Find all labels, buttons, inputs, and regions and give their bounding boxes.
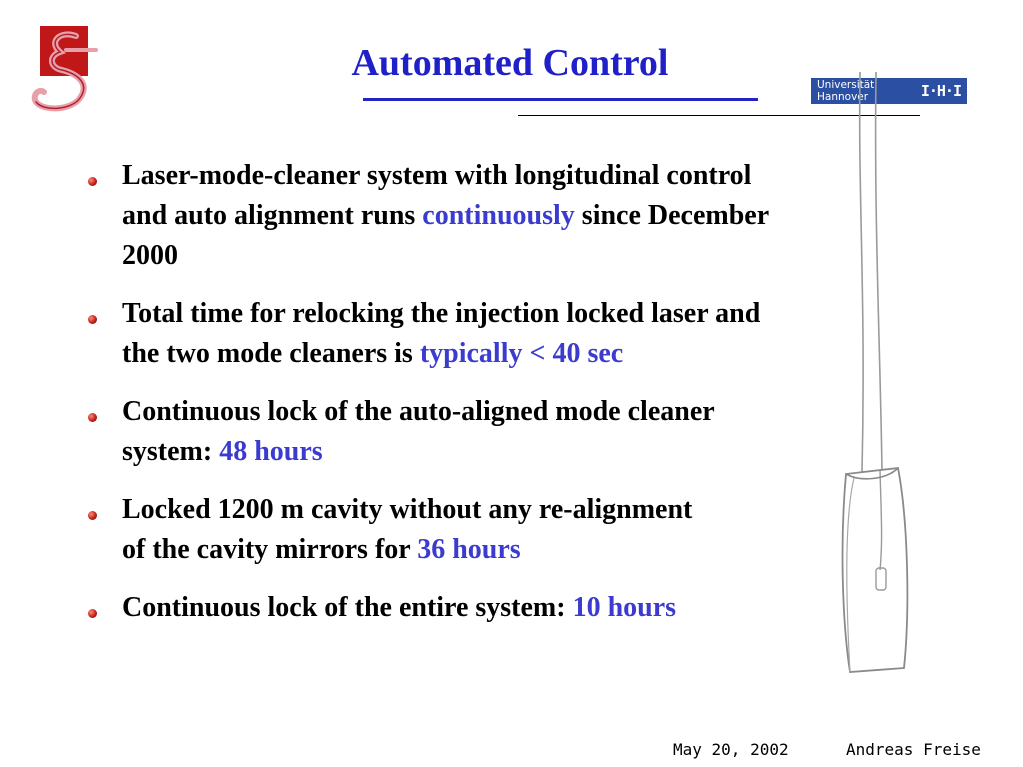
bullet-text: Continuous lock of the entire system: — [122, 592, 573, 623]
bullet-highlight: continuously — [422, 200, 575, 231]
geo-logo — [30, 22, 102, 118]
bullet-item-3 — [86, 392, 916, 472]
bullet-highlight: 10 hours — [572, 592, 677, 623]
slide-title: Automated Control — [351, 42, 669, 84]
bullet-icon — [88, 413, 97, 422]
header-rule — [518, 115, 920, 116]
bullet-text: Locked 1200 m cavity without any re-alignment — [122, 494, 693, 525]
bullet-text: of the cavity mirrors for — [122, 534, 418, 565]
bullet-icon — [88, 511, 97, 520]
bullet-text: system: — [122, 436, 220, 467]
bullet-highlight: 36 hours — [417, 534, 521, 565]
title-underline — [363, 98, 758, 101]
bullet-text: Continuous lock of the auto-aligned mode cleaner — [122, 396, 715, 427]
bullet-item-1 — [86, 156, 916, 276]
bullet-icon — [88, 177, 97, 186]
bullet-icon — [88, 315, 97, 324]
bullet-highlight: typically < 40 sec — [419, 338, 624, 369]
bullet-highlight: 48 hours — [219, 436, 323, 467]
university-logo-text: Universität Hannover — [817, 79, 875, 103]
bullet-text: since December — [574, 200, 770, 231]
bullet-item-2 — [86, 294, 916, 374]
bullet-text: Total time for relocking the injection locked laser and — [122, 298, 761, 329]
university-logo — [811, 78, 967, 104]
university-logo-mark: I·H·I — [920, 82, 961, 100]
bullet-text: 2000 — [122, 240, 178, 271]
footer-author: Andreas Freise — [846, 740, 981, 759]
footer-date: May 20, 2002 — [673, 740, 789, 759]
bullet-list — [86, 156, 916, 646]
bullet-icon — [88, 609, 97, 618]
bullet-item-4 — [86, 490, 916, 570]
bullet-text: the two mode cleaners is — [122, 338, 420, 369]
bullet-text: Laser-mode-cleaner system with longitudinal control — [122, 160, 752, 191]
bullet-item-5 — [86, 588, 916, 628]
bullet-text: and auto alignment runs — [122, 200, 423, 231]
